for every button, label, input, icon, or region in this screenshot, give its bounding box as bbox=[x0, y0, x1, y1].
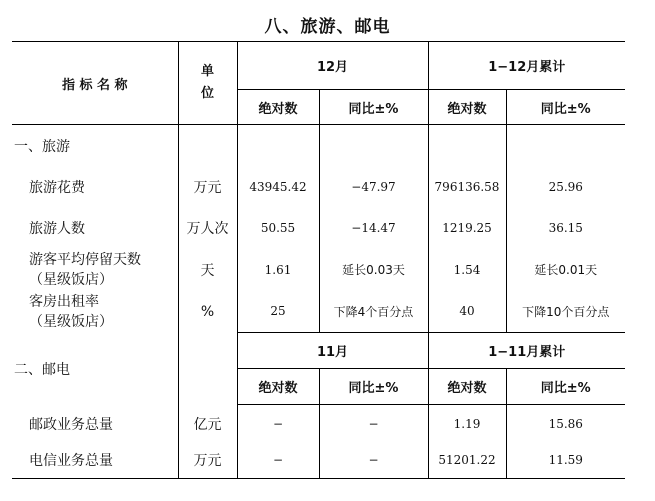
cum-abs: 40 bbox=[428, 291, 506, 333]
month-yoy: −47.97 bbox=[319, 167, 428, 207]
cum-abs: 1.54 bbox=[428, 249, 506, 291]
tourism-post-table bbox=[12, 41, 625, 479]
month-yoy: − bbox=[319, 405, 428, 443]
row-label bbox=[12, 291, 178, 333]
month-abs: 1.61 bbox=[237, 249, 319, 291]
sub-abs-header-1: 绝对数 bbox=[237, 369, 319, 405]
month-yoy: − bbox=[319, 443, 428, 479]
cum-abs: 796136.58 bbox=[428, 167, 506, 207]
month-abs: 43945.42 bbox=[237, 167, 319, 207]
page-title: 八、旅游、邮电 bbox=[264, 17, 391, 37]
table-row bbox=[12, 291, 625, 333]
header-row-1 bbox=[12, 42, 625, 90]
table-row bbox=[12, 249, 625, 291]
subheader-row-1 bbox=[12, 333, 625, 369]
cum-yoy: 下降10个百分点 bbox=[506, 291, 625, 333]
subperiod1-header: 11月 bbox=[237, 333, 428, 369]
subperiod2-header: 1−11月累计 bbox=[428, 333, 625, 369]
yoy-header-2: 同比±% bbox=[506, 90, 625, 125]
row-unit: 万人次 bbox=[178, 207, 237, 249]
row-label-line1: 游客平均停留天数 bbox=[29, 251, 141, 268]
row-label-line1: 客房出租率 bbox=[29, 293, 99, 310]
abs-header-2: 绝对数 bbox=[428, 90, 506, 125]
month-yoy: −14.47 bbox=[319, 207, 428, 249]
row-label: 旅游花费 bbox=[29, 179, 85, 196]
row-unit: 亿元 bbox=[178, 405, 237, 443]
month-yoy: 延长0.03天 bbox=[319, 249, 428, 291]
row-label bbox=[12, 249, 178, 291]
cum-yoy: 延长0.01天 bbox=[506, 249, 625, 291]
yoy-header-1: 同比±% bbox=[319, 90, 428, 125]
table-row bbox=[12, 405, 625, 443]
unit-header-text: 单 位 bbox=[200, 64, 214, 101]
table-row bbox=[12, 443, 625, 479]
cum-abs: 51201.22 bbox=[428, 443, 506, 479]
sub-yoy-header-1: 同比±% bbox=[319, 369, 428, 405]
table-row bbox=[12, 207, 625, 249]
table-row bbox=[12, 167, 625, 207]
cum-yoy: 15.86 bbox=[506, 405, 625, 443]
month-abs: 25 bbox=[237, 291, 319, 333]
month-abs: 50.55 bbox=[237, 207, 319, 249]
abs-header-1: 绝对数 bbox=[237, 90, 319, 125]
row-unit: 天 bbox=[178, 249, 237, 291]
cum-abs: 1219.25 bbox=[428, 207, 506, 249]
row-label: 邮政业务总量 bbox=[29, 416, 113, 433]
sub-yoy-header-2: 同比±% bbox=[506, 369, 625, 405]
section-label-post: 二、邮电 bbox=[14, 361, 70, 378]
month-abs: − bbox=[237, 405, 319, 443]
period1-header: 12月 bbox=[237, 42, 428, 90]
section-label-tourism: 一、旅游 bbox=[14, 138, 70, 155]
cum-yoy: 11.59 bbox=[506, 443, 625, 479]
row-label-line2: （星级饭店） bbox=[29, 271, 113, 288]
month-abs: − bbox=[237, 443, 319, 479]
period2-header: 1−12月累计 bbox=[428, 42, 625, 90]
row-label-line2: （星级饭店） bbox=[29, 313, 113, 330]
indicator-header: 指 标 名 称 bbox=[12, 42, 178, 125]
section-row-tourism bbox=[12, 125, 625, 167]
cum-abs: 1.19 bbox=[428, 405, 506, 443]
unit-header bbox=[178, 42, 237, 125]
row-unit: 万元 bbox=[178, 443, 237, 479]
cum-yoy: 36.15 bbox=[506, 207, 625, 249]
row-unit: % bbox=[178, 291, 237, 333]
cum-yoy: 25.96 bbox=[506, 167, 625, 207]
sub-abs-header-2: 绝对数 bbox=[428, 369, 506, 405]
row-label: 旅游人数 bbox=[29, 220, 85, 237]
row-unit: 万元 bbox=[178, 167, 237, 207]
month-yoy: 下降4个百分点 bbox=[319, 291, 428, 333]
row-label: 电信业务总量 bbox=[12, 443, 178, 479]
